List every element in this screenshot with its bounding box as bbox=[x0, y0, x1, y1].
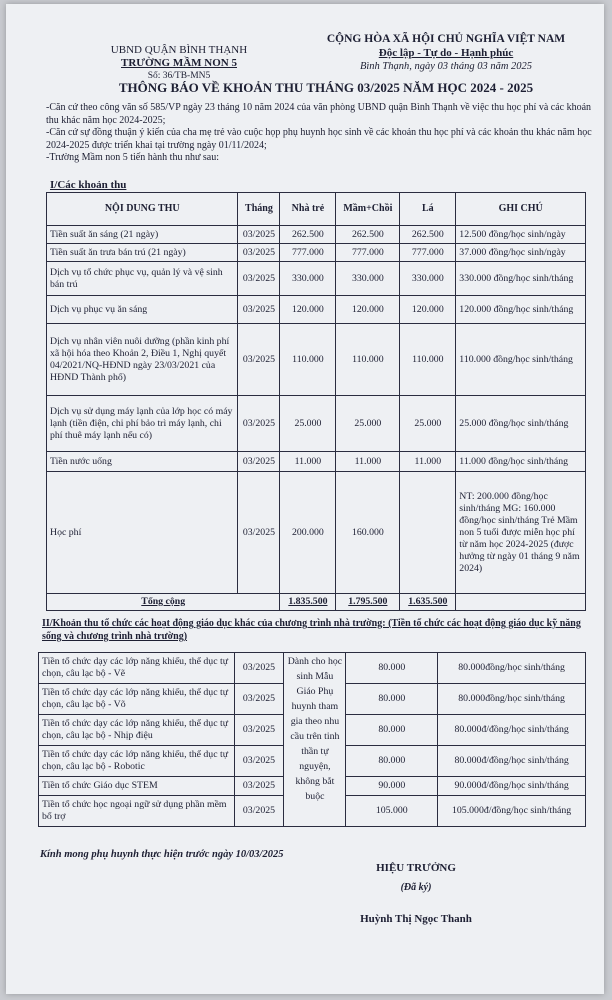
column-header: Mầm+Chồi bbox=[336, 193, 400, 226]
activity-month: 03/2025 bbox=[234, 715, 284, 746]
fee-nha-tre: 200.000 bbox=[280, 472, 336, 594]
participation-note: Dành cho học sinh Mẫu Giáo Phụ huynh tham gia theo nhu cầu trên tinh thần tự nguyện, không bắt buộc bbox=[284, 653, 346, 827]
activity-amount: 80.000 bbox=[346, 715, 438, 746]
fee-content: Dịch vụ nhân viên nuôi dưỡng (phần kinh phí xã hội hóa theo Khoản 2, Điều 1, Nghị quyết 04/2021/NQ-HĐND ngày 23/03/2021 của HĐND Thành phố) bbox=[47, 324, 238, 396]
activity-amount: 80.000 bbox=[346, 653, 438, 684]
signature-block bbox=[336, 862, 496, 925]
table-row bbox=[47, 296, 586, 324]
column-header: NỘI DUNG THU bbox=[47, 193, 238, 226]
table-row bbox=[47, 472, 586, 594]
fee-month: 03/2025 bbox=[238, 472, 280, 594]
activity-content: Tiền tổ chức dạy các lớp năng khiếu, thể dục tự chọn, câu lạc bộ - Robotic bbox=[39, 746, 235, 777]
signer-name: Huỳnh Thị Ngọc Thanh bbox=[360, 913, 472, 925]
fee-note: 330.000 đồng/học sinh/tháng bbox=[456, 262, 586, 296]
fee-note: NT: 200.000 đồng/học sinh/tháng MG: 160.000 đồng/học sinh/tháng Trẻ Mầm non 5 tuổi được miễn học phí từ năm học 2024-2025 (được hưởng từ ngày 01 tháng 9 năm 2024) bbox=[456, 472, 586, 594]
fee-note: 25.000 đồng/học sinh/tháng bbox=[456, 396, 586, 452]
fee-content: Tiền suất ăn sáng (21 ngày) bbox=[47, 226, 238, 244]
signer-role: HIỆU TRƯỞNG bbox=[376, 862, 456, 874]
fee-mam-choi: 11.000 bbox=[336, 452, 400, 472]
activity-amount: 105.000 bbox=[346, 796, 438, 827]
total-nha-tre: 1.835.500 bbox=[280, 594, 336, 611]
fee-note: 37.000 đồng/học sinh/ngày bbox=[456, 244, 586, 262]
fee-content: Tiền suất ăn trưa bán trú (21 ngày) bbox=[47, 244, 238, 262]
section1-heading: I/Các khoản thu bbox=[50, 179, 127, 191]
fee-mam-choi: 262.500 bbox=[336, 226, 400, 244]
fee-mam-choi: 120.000 bbox=[336, 296, 400, 324]
activity-content: Tiền tổ chức học ngoại ngữ sử dụng phần mềm bổ trợ bbox=[39, 796, 235, 827]
activity-note: 105.000đ/đồng/học sinh/tháng bbox=[438, 796, 586, 827]
table-row bbox=[39, 653, 586, 684]
fee-la: 262.500 bbox=[400, 226, 456, 244]
table-row bbox=[47, 244, 586, 262]
fee-note: 120.000 đồng/học sinh/tháng bbox=[456, 296, 586, 324]
fee-month: 03/2025 bbox=[238, 296, 280, 324]
fee-content: Tiền nước uống bbox=[47, 452, 238, 472]
total-row bbox=[47, 594, 586, 611]
table-row bbox=[47, 226, 586, 244]
table-row bbox=[47, 324, 586, 396]
fee-note: 110.000 đồng/học sinh/tháng bbox=[456, 324, 586, 396]
fee-la: 330.000 bbox=[400, 262, 456, 296]
table-row bbox=[47, 452, 586, 472]
fee-nha-tre: 330.000 bbox=[280, 262, 336, 296]
activity-month: 03/2025 bbox=[234, 746, 284, 777]
activity-content: Tiền tổ chức dạy các lớp năng khiếu, thể dục tự chọn, câu lạc bộ - Vẽ bbox=[39, 653, 235, 684]
school-name: TRƯỜNG MẦM NON 5 bbox=[121, 57, 237, 69]
fee-month: 03/2025 bbox=[238, 244, 280, 262]
fee-note: 12.500 đồng/học sinh/ngày bbox=[456, 226, 586, 244]
activity-amount: 80.000 bbox=[346, 746, 438, 777]
fee-nha-tre: 120.000 bbox=[280, 296, 336, 324]
fee-nha-tre: 262.500 bbox=[280, 226, 336, 244]
activity-note: 80.000đ/đồng/học sinh/tháng bbox=[438, 715, 586, 746]
fee-nha-tre: 11.000 bbox=[280, 452, 336, 472]
fee-la bbox=[400, 472, 456, 594]
fees-table bbox=[46, 192, 586, 611]
total-la: 1.635.500 bbox=[400, 594, 456, 611]
nation-name: CỘNG HÒA XÃ HỘI CHỦ NGHĨA VIỆT NAM bbox=[326, 33, 566, 45]
total-mam-choi: 1.795.500 bbox=[336, 594, 400, 611]
fee-la: 777.000 bbox=[400, 244, 456, 262]
activity-note: 90.000đ/đồng/học sinh/tháng bbox=[438, 777, 586, 796]
document-page bbox=[6, 4, 604, 994]
activity-note: 80.000đồng/học sinh/tháng bbox=[438, 653, 586, 684]
total-label: Tổng cộng bbox=[47, 594, 280, 611]
fee-nha-tre: 110.000 bbox=[280, 324, 336, 396]
activity-content: Tiền tổ chức Giáo dục STEM bbox=[39, 777, 235, 796]
fee-mam-choi: 25.000 bbox=[336, 396, 400, 452]
national-header bbox=[306, 32, 586, 74]
column-header: Tháng bbox=[238, 193, 280, 226]
total-note bbox=[456, 594, 586, 611]
fee-nha-tre: 777.000 bbox=[280, 244, 336, 262]
intro-paragraphs bbox=[46, 102, 594, 165]
fee-la: 11.000 bbox=[400, 452, 456, 472]
activity-month: 03/2025 bbox=[234, 777, 284, 796]
reference-number: Số: 36/TB-MN5 bbox=[147, 71, 211, 81]
table-row bbox=[47, 396, 586, 452]
fee-month: 03/2025 bbox=[238, 324, 280, 396]
activities-table bbox=[38, 652, 586, 827]
activity-amount: 80.000 bbox=[346, 684, 438, 715]
activity-month: 03/2025 bbox=[234, 653, 284, 684]
activity-content: Tiền tổ chức dạy các lớp năng khiếu, thể dục tự chọn, câu lạc bộ - Nhịp điệu bbox=[39, 715, 235, 746]
table-header-row bbox=[47, 193, 586, 226]
issuer-block bbox=[84, 44, 274, 83]
fee-content: Dịch vụ tổ chức phục vụ, quản lý và vệ sinh bán trú bbox=[47, 262, 238, 296]
fee-mam-choi: 160.000 bbox=[336, 472, 400, 594]
fee-note: 11.000 đồng/học sinh/tháng bbox=[456, 452, 586, 472]
activity-month: 03/2025 bbox=[234, 684, 284, 715]
activity-content: Tiền tổ chức dạy các lớp năng khiếu, thể dục tự chọn, câu lạc bộ - Võ bbox=[39, 684, 235, 715]
fee-content: Dịch vụ sử dụng máy lạnh của lớp học có máy lạnh (tiền điện, chi phí bảo trì máy lạnh, chi phí thuê máy lạnh nếu có) bbox=[47, 396, 238, 452]
column-header: GHI CHÚ bbox=[456, 193, 586, 226]
intro-line: -Căn cứ sự đồng thuận ý kiến của cha mẹ trẻ vào cuộc họp phụ huynh học sinh về các khoản thu học phí và các khoản thu khác năm học 2024-2025 được triển khai tại trường ngày 01/11/2024; bbox=[46, 127, 592, 151]
fee-la: 120.000 bbox=[400, 296, 456, 324]
national-motto: Độc lập - Tự do - Hạnh phúc bbox=[378, 47, 514, 59]
section2-heading: II/Khoản thu tổ chức các hoạt động giáo dục khác của chương trình nhà trường: (Tiền tổ chức các hoạt động giáo dục kỹ năng sống và chương trình nhà trường) bbox=[42, 618, 581, 642]
document-title: THÔNG BÁO VỀ KHOẢN THU THÁNG 03/2025 NĂM HỌC 2024 - 2025 bbox=[118, 80, 534, 95]
fee-la: 25.000 bbox=[400, 396, 456, 452]
column-header: Nhà trẻ bbox=[280, 193, 336, 226]
fee-mam-choi: 777.000 bbox=[336, 244, 400, 262]
column-header: Lá bbox=[400, 193, 456, 226]
activity-month: 03/2025 bbox=[234, 796, 284, 827]
issue-date: Bình Thạnh, ngày 03 tháng 03 năm 2025 bbox=[359, 61, 533, 72]
fee-nha-tre: 25.000 bbox=[280, 396, 336, 452]
intro-line: -Trường Mầm non 5 tiến hành thu như sau: bbox=[46, 152, 219, 163]
fee-month: 03/2025 bbox=[238, 396, 280, 452]
fee-month: 03/2025 bbox=[238, 226, 280, 244]
fee-month: 03/2025 bbox=[238, 452, 280, 472]
fee-content: Học phí bbox=[47, 472, 238, 594]
table-row bbox=[47, 262, 586, 296]
activity-amount: 90.000 bbox=[346, 777, 438, 796]
fee-mam-choi: 330.000 bbox=[336, 262, 400, 296]
signed-mark: (Đã ký) bbox=[400, 882, 432, 893]
agency-name: UBND QUẬN BÌNH THẠNH bbox=[110, 44, 248, 56]
payment-reminder: Kính mong phụ huynh thực hiện trước ngày 10/03/2025 bbox=[40, 849, 284, 860]
activity-note: 80.000đ/đồng/học sinh/tháng bbox=[438, 746, 586, 777]
fee-mam-choi: 110.000 bbox=[336, 324, 400, 396]
fee-month: 03/2025 bbox=[238, 262, 280, 296]
intro-line: -Căn cứ theo công văn số 585/VP ngày 23 tháng 10 năm 2024 của văn phòng UBND quận Bình Thạnh về việc thu học phí và các khoản thu khác năm học 2024-2025; bbox=[46, 102, 592, 126]
activity-note: 80.000đồng/học sinh/tháng bbox=[438, 684, 586, 715]
fee-content: Dịch vụ phục vụ ăn sáng bbox=[47, 296, 238, 324]
fee-la: 110.000 bbox=[400, 324, 456, 396]
